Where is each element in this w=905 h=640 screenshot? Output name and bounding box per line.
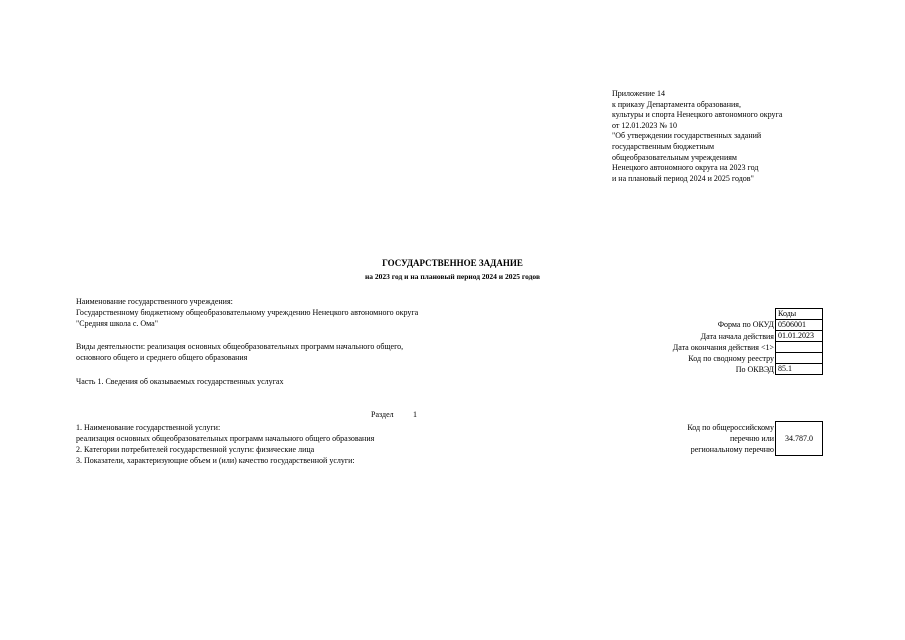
appendix-block: [612, 89, 782, 184]
code-label-start-date: Дата начала действия: [700, 332, 774, 341]
activity-line2: основного общего и среднего общего образования: [76, 353, 248, 362]
document-title: ГОСУДАРСТВЕННОЕ ЗАДАНИЕ: [382, 258, 523, 268]
institution-name-line1: Государственному бюджетному общеобразовательному учреждению Ненецкого автономного округа: [76, 308, 419, 317]
document-subtitle: на 2023 год и на плановый период 2024 и 2025 годов: [364, 272, 541, 281]
registry-label-line1: Код по общероссийскому: [687, 423, 774, 432]
part1-title: Часть 1. Сведения об оказываемых государственных услугах: [76, 377, 284, 386]
appendix-line: от 12.01.2023 № 10: [612, 120, 678, 130]
appendix-line: Приложение 14: [612, 89, 665, 98]
appendix-line: и на плановый период 2024 и 2025 годов": [612, 173, 754, 183]
service-item1: 1. Наименование государственной услуги:: [76, 423, 221, 432]
code-value-start-date: 01.01.2023: [775, 330, 823, 342]
appendix-line: государственным бюджетным: [612, 141, 715, 151]
code-label-end-date: Дата окончания действия <1>: [672, 343, 774, 352]
service-item3: 3. Показатели, характеризующие объем и (или) качество государственной услуги:: [76, 456, 355, 465]
codes-header: Коды: [775, 308, 823, 320]
section-label: Раздел: [371, 410, 394, 419]
section-number: 1: [413, 410, 417, 419]
code-value-okud: 0506001: [775, 319, 823, 331]
appendix-line: культуры и спорта Ненецкого автономного округа: [612, 110, 783, 120]
registry-label-line3: региональному перечню: [690, 445, 774, 454]
service-item1-value: реализация основных общеобразовательных программ начального общего образования: [76, 434, 375, 443]
service-item2: 2. Категории потребителей государственной услуги: физические лица: [76, 445, 315, 454]
code-label-registry: Код по сводному реестру: [688, 354, 774, 363]
institution-name-line2: "Средняя школа с. Ома": [76, 319, 158, 328]
institution-label: Наименование государственного учреждения:: [76, 297, 233, 306]
appendix-line: "Об утверждении государственных заданий: [612, 131, 762, 141]
appendix-line: общеобразовательным учреждениям: [612, 152, 737, 162]
code-label-okud: Форма по ОКУД: [717, 320, 774, 329]
appendix-line: к приказу Департамента образования,: [612, 99, 741, 109]
registry-label-line2: перечню или: [729, 434, 774, 443]
code-value-okved: 85.1: [775, 363, 823, 375]
registry-code-value: 34.787.0: [775, 421, 823, 456]
code-label-okved: По ОКВЭД: [735, 365, 774, 374]
appendix-line: Ненецкого автономного округа на 2023 год: [612, 163, 759, 173]
activity-line1: Виды деятельности: реализация основных общеобразовательных программ начального общего,: [76, 342, 404, 351]
